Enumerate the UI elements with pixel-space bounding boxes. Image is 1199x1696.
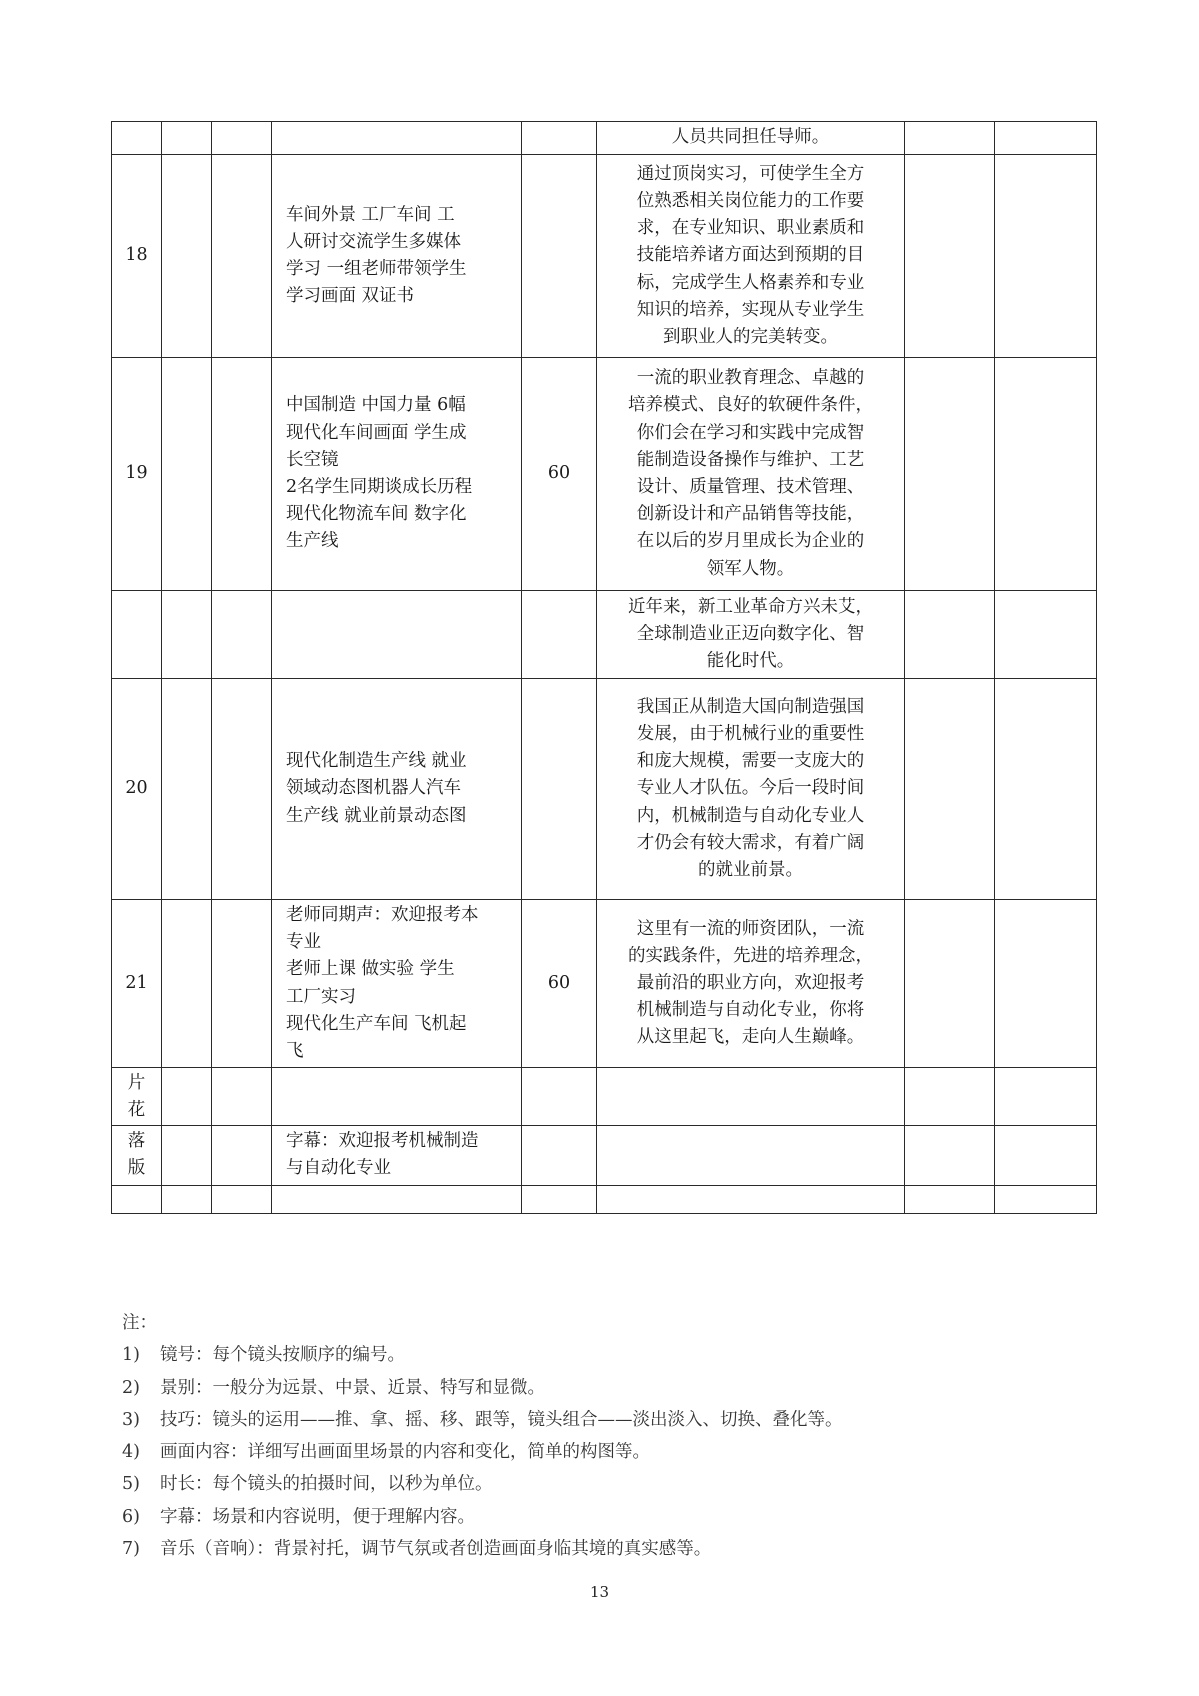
text-line: 生产线 <box>286 531 339 552</box>
text-line: 知识的培养，实现从专业学生 <box>636 299 865 320</box>
music-cell <box>905 1126 995 1185</box>
note-item <box>122 1468 843 1500</box>
text-line: 现代化物流车间 数字化 <box>286 504 467 525</box>
duration-cell <box>522 1068 597 1126</box>
note-index: 3) <box>122 1409 140 1430</box>
duration-cell <box>522 1185 597 1213</box>
shot-size-cell <box>162 358 212 591</box>
scene-content-cell <box>272 358 522 591</box>
text-line: 一流的职业教育理念、卓越的 <box>636 368 865 389</box>
shot-size-cell <box>162 1068 212 1126</box>
shot-row <box>112 679 1097 900</box>
note-item <box>122 1436 843 1468</box>
text-line: 从这里起飞，走向人生巅峰。 <box>636 1027 865 1048</box>
subtitle-cell <box>597 900 905 1068</box>
music-cell <box>905 591 995 679</box>
remarks-cell <box>995 900 1097 1068</box>
notes-list <box>122 1339 843 1565</box>
shot-row <box>112 358 1097 591</box>
note-index: 7) <box>122 1539 140 1560</box>
subtitle-cell <box>597 1126 905 1185</box>
music-cell <box>905 122 995 155</box>
shot-number-cell: 20 <box>112 679 162 900</box>
shot-size-cell <box>162 1126 212 1185</box>
subtitle-cell <box>597 679 905 900</box>
note-text: 音乐（音响）：背景衬托，调节气氛或者创造画面身临其境的真实感等。 <box>160 1539 712 1560</box>
text-line: 人研讨交流学生多媒体 <box>286 231 461 252</box>
scene-content-cell <box>272 900 522 1068</box>
duration-cell <box>522 679 597 900</box>
note-index: 2) <box>122 1377 140 1398</box>
shot-number-cell: 21 <box>112 900 162 1068</box>
text-line: 发展，由于机械行业的重要性 <box>636 723 865 744</box>
text-line: 花 <box>127 1099 146 1120</box>
text-line: 能制造设备操作与维护、工艺 <box>636 449 865 470</box>
text-line: 字幕：欢迎报考机械制造 <box>286 1131 479 1152</box>
technique-cell <box>212 591 272 679</box>
subtitle-cell <box>597 1185 905 1213</box>
note-index: 1) <box>122 1345 140 1366</box>
text-line: 飞 <box>286 1041 304 1062</box>
text-line: 专业人才队伍。今后一段时间 <box>636 778 865 799</box>
shot-size-cell <box>162 900 212 1068</box>
subtitle-cell <box>597 1068 905 1126</box>
shot-size-cell <box>162 155 212 358</box>
text-line: 近年来，新工业革命方兴未艾， <box>628 596 873 617</box>
technique-cell <box>212 155 272 358</box>
shot-row <box>112 1126 1097 1185</box>
page-number: 13 <box>589 1583 610 1601</box>
note-item <box>122 1533 843 1565</box>
shot-number-cell <box>112 122 162 155</box>
text-line: 到职业人的完美转变。 <box>663 327 838 347</box>
note-item <box>122 1404 843 1436</box>
remarks-cell <box>995 1068 1097 1126</box>
text-line: 这里有一流的师资团队，一流 <box>636 918 865 939</box>
text-line: 求，在专业知识、职业素质和 <box>636 218 865 239</box>
text-line: 设计、质量管理、技术管理、 <box>636 477 865 497</box>
text-line: 位熟悉相关岗位能力的工作要 <box>636 190 865 211</box>
text-line: 通过顶岗实习，可使学生全方 <box>636 163 865 184</box>
technique-cell <box>212 1185 272 1213</box>
duration-cell <box>522 155 597 358</box>
music-cell <box>905 358 995 591</box>
technique-cell <box>212 900 272 1068</box>
text-line: 和庞大规模，需要一支庞大的 <box>636 751 865 772</box>
text-line: 领军人物。 <box>706 558 795 579</box>
text-line: 现代化制造生产线 就业 <box>286 751 467 772</box>
note-index: 6) <box>122 1506 140 1527</box>
text-line: 现代化车间画面 学生成 <box>286 422 467 443</box>
text-line: 我国正从制造大国向制造强国 <box>636 696 865 717</box>
text-line: 标，完成学生人格素养和专业 <box>636 272 865 293</box>
scene-content-cell <box>272 1185 522 1213</box>
text-line: 2名学生同期谈成长历程 <box>286 477 473 497</box>
remarks-cell <box>995 1126 1097 1185</box>
text-line: 创新设计和产品销售等技能， <box>636 504 865 525</box>
text-line: 老师同期声：欢迎报考本 <box>286 905 479 925</box>
technique-cell <box>212 122 272 155</box>
notes-section <box>122 1307 843 1565</box>
text-line: 人员共同担任导师。 <box>671 127 830 148</box>
text-line: 才仍会有较大需求，有着广阔 <box>636 832 865 853</box>
scene-content-cell <box>272 1068 522 1126</box>
scene-content-cell <box>272 155 522 358</box>
note-text: 时长：每个镜头的拍摄时间，以秒为单位。 <box>160 1474 493 1495</box>
text-line: 中国制造 中国力量 6幅 <box>286 395 466 416</box>
text-line: 最前沿的职业方向，欢迎报考 <box>636 973 865 993</box>
scene-content-cell <box>272 591 522 679</box>
technique-cell <box>212 1068 272 1126</box>
scene-content-cell <box>272 1126 522 1185</box>
duration-cell: 60 <box>522 358 597 591</box>
music-cell <box>905 155 995 358</box>
text-line: 学习画面 双证书 <box>286 286 415 307</box>
remarks-cell <box>995 155 1097 358</box>
text-line: 你们会在学习和实践中完成智 <box>636 422 865 443</box>
remarks-cell <box>995 122 1097 155</box>
remarks-cell <box>995 679 1097 900</box>
technique-cell <box>212 358 272 591</box>
text-line: 片 <box>127 1072 146 1093</box>
technique-cell <box>212 679 272 900</box>
note-index: 4) <box>122 1442 140 1463</box>
music-cell <box>905 1068 995 1126</box>
shot-size-cell <box>162 679 212 900</box>
storyboard-table <box>111 121 1097 1214</box>
music-cell <box>905 900 995 1068</box>
note-text: 镜号：每个镜头按顺序的编号。 <box>160 1345 405 1366</box>
subtitle-cell <box>597 591 905 679</box>
shot-size-cell <box>162 591 212 679</box>
scene-content-cell <box>272 679 522 900</box>
text-line: 的实践条件，先进的培养理念， <box>628 945 873 966</box>
note-text: 画面内容：详细写出画面里场景的内容和变化，简单的构图等。 <box>160 1442 650 1463</box>
text-line: 专业 <box>286 932 321 953</box>
remarks-cell <box>995 591 1097 679</box>
text-line: 落 <box>127 1131 146 1152</box>
text-line: 学习 一组老师带领学生 <box>286 259 467 279</box>
duration-cell <box>522 591 597 679</box>
shot-number-cell <box>112 1126 162 1185</box>
text-line: 版 <box>127 1158 146 1179</box>
text-line: 培养模式、良好的软硬件条件， <box>628 395 873 416</box>
text-line: 与自动化专业 <box>286 1158 391 1179</box>
note-text: 技巧：镜头的运用——推、拿、摇、移、跟等，镜头组合——淡出淡入、切换、叠化等。 <box>160 1409 843 1430</box>
subtitle-cell <box>597 155 905 358</box>
shot-row <box>112 900 1097 1068</box>
remarks-cell <box>995 1185 1097 1213</box>
text-line: 长空镜 <box>286 449 339 470</box>
music-cell <box>905 1185 995 1213</box>
note-text: 字幕：场景和内容说明，便于理解内容。 <box>160 1506 475 1527</box>
music-cell <box>905 679 995 900</box>
shot-number-cell <box>112 1068 162 1126</box>
duration-cell: 60 <box>522 900 597 1068</box>
shot-row <box>112 1068 1097 1126</box>
text-line: 领域动态图机器人汽车 <box>286 778 461 799</box>
shot-number-cell <box>112 1185 162 1213</box>
note-index: 5) <box>122 1474 140 1495</box>
text-line: 生产线 就业前景动态图 <box>286 805 467 826</box>
shot-row <box>112 155 1097 358</box>
shot-number-cell: 18 <box>112 155 162 358</box>
text-line: 在以后的岁月里成长为企业的 <box>636 531 865 552</box>
shot-row <box>112 591 1097 679</box>
technique-cell <box>212 1126 272 1185</box>
shot-row <box>112 1185 1097 1213</box>
text-line: 技能培养诸方面达到预期的目 <box>636 245 865 266</box>
text-line: 全球制造业正迈向数字化、智 <box>636 623 865 644</box>
note-item <box>122 1501 843 1533</box>
duration-cell <box>522 122 597 155</box>
scene-content-cell <box>272 122 522 155</box>
shot-row <box>112 122 1097 155</box>
shot-number-cell: 19 <box>112 358 162 591</box>
note-text: 景别：一般分为远景、中景、近景、特写和显微。 <box>160 1377 545 1398</box>
remarks-cell <box>995 358 1097 591</box>
text-line: 内，机械制造与自动化专业人 <box>636 805 865 826</box>
duration-cell <box>522 1126 597 1185</box>
storyboard-body <box>112 122 1097 1214</box>
shot-size-cell <box>162 1185 212 1213</box>
text-line: 的就业前景。 <box>698 860 803 880</box>
text-line: 能化时代。 <box>706 651 795 672</box>
text-line: 机械制造与自动化专业，你将 <box>636 1000 865 1021</box>
notes-heading: 注： <box>122 1313 157 1333</box>
shot-size-cell <box>162 122 212 155</box>
note-item <box>122 1339 843 1371</box>
subtitle-cell <box>597 122 905 155</box>
text-line: 工厂实习 <box>286 986 356 1007</box>
text-line: 现代化生产车间 飞机起 <box>286 1013 467 1034</box>
text-line: 老师上课 做实验 学生 <box>286 959 455 980</box>
subtitle-cell <box>597 358 905 591</box>
note-item <box>122 1372 843 1404</box>
shot-number-cell <box>112 591 162 679</box>
text-line: 车间外景 工厂车间 工 <box>286 204 455 225</box>
